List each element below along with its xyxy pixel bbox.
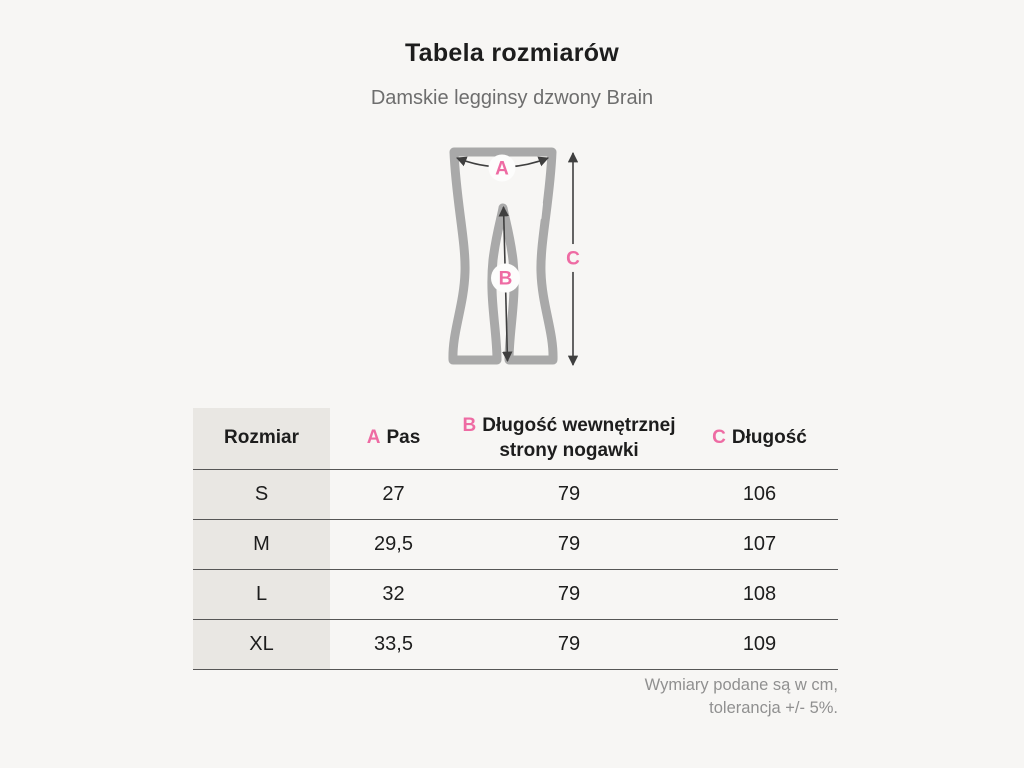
inner-leg-cell: 79: [457, 570, 681, 620]
table-header-row: [193, 408, 838, 470]
note-line-1: Wymiary podane są w cm,: [644, 676, 838, 694]
leggings-outline: [453, 152, 553, 360]
seam-highlight: [540, 204, 542, 218]
column-header-length: [681, 408, 838, 470]
size-cell: S: [193, 470, 330, 520]
size-cell: XL: [193, 620, 330, 670]
column-letter-b: B: [462, 414, 477, 436]
page-subtitle: Damskie legginsy dzwony Brain: [370, 87, 654, 109]
table-row-l: [193, 570, 838, 620]
table-row-m: [193, 520, 838, 570]
length-cell: 106: [681, 470, 838, 520]
inner-leg-cell: 79: [457, 520, 681, 570]
measure-label-b: B: [498, 268, 513, 290]
column-label: Długość: [731, 427, 807, 449]
pas-cell: 33,5: [330, 620, 457, 670]
column-header-inner-leg: [457, 408, 681, 470]
column-label: Długość wewnętrznej strony nogawki: [482, 414, 676, 461]
inner-leg-cell: 79: [457, 620, 681, 670]
measure-label-a: A: [495, 158, 509, 180]
measurement-note: [645, 674, 838, 720]
pas-cell: 29,5: [330, 520, 457, 570]
pas-cell: 27: [330, 470, 457, 520]
length-cell: 107: [681, 520, 838, 570]
note-line-2: tolerancja +/- 5%.: [709, 699, 838, 717]
column-header-rozmiar: [193, 408, 330, 470]
column-letter-a: A: [366, 427, 381, 449]
column-header-pas: [330, 408, 457, 470]
column-label: Pas: [386, 427, 421, 449]
column-letter-c: C: [712, 427, 726, 449]
table-row-xl: [193, 620, 838, 670]
inner-leg-cell: 79: [457, 470, 681, 520]
page-title: Tabela rozmiarów: [404, 39, 620, 67]
table-row-s: [193, 470, 838, 520]
length-cell: 109: [681, 620, 838, 670]
length-cell: 108: [681, 570, 838, 620]
size-table: [193, 408, 838, 670]
size-cell: L: [193, 570, 330, 620]
measure-label-c: C: [566, 248, 580, 270]
leggings-diagram: [418, 138, 618, 383]
size-cell: M: [193, 520, 330, 570]
column-label: Rozmiar: [224, 427, 299, 449]
pas-cell: 32: [330, 570, 457, 620]
